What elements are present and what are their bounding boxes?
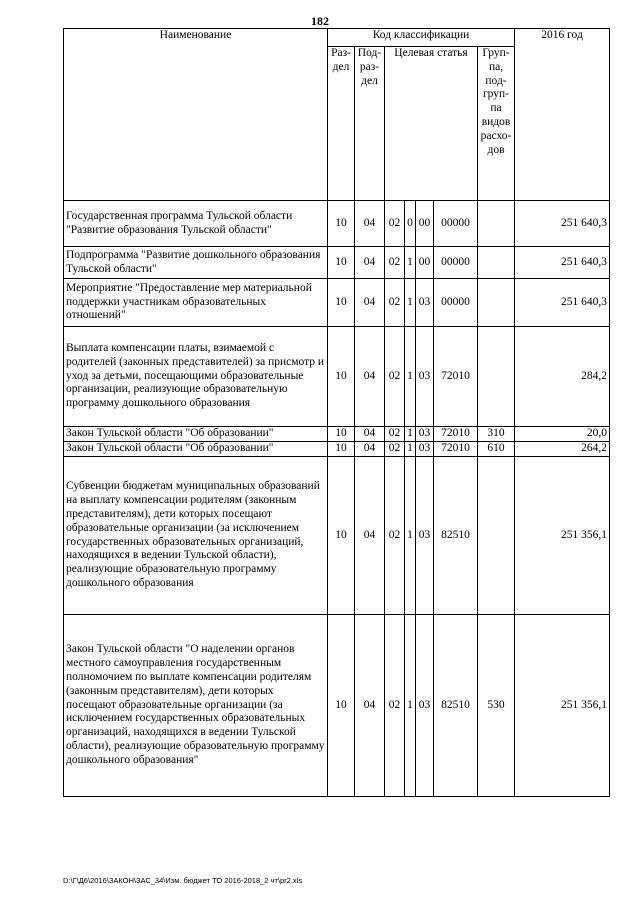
row-target-subprogram: 1 bbox=[405, 247, 416, 279]
row-amount: 251 356,1 bbox=[515, 615, 610, 797]
header-target-item: Целевая статья bbox=[385, 47, 478, 201]
row-target-subprogram: 1 bbox=[405, 427, 416, 442]
row-target-program: 02 bbox=[385, 457, 405, 615]
row-target-subprogram: 1 bbox=[405, 615, 416, 797]
row-expense-group: 310 bbox=[478, 427, 515, 442]
row-expense-group bbox=[478, 327, 515, 427]
row-section: 10 bbox=[328, 457, 355, 615]
header-expense-group-line: видов bbox=[481, 115, 511, 128]
row-amount: 20,0 bbox=[515, 427, 610, 442]
header-expense-group bbox=[478, 47, 515, 201]
table-row bbox=[64, 615, 610, 797]
row-target-subprogram: 1 bbox=[405, 279, 416, 327]
table-row bbox=[64, 201, 610, 247]
row-subsection: 04 bbox=[355, 457, 385, 615]
row-target-direction: 72010 bbox=[434, 427, 478, 442]
row-target-program: 02 bbox=[385, 427, 405, 442]
row-expense-group bbox=[478, 279, 515, 327]
row-target-subprogram: 1 bbox=[405, 457, 416, 615]
row-name: Мероприятие "Предоставление мер материальной поддержки участникам образовательных отношений" bbox=[64, 279, 328, 327]
row-target-direction: 00000 bbox=[434, 247, 478, 279]
row-subsection: 04 bbox=[355, 247, 385, 279]
row-target-direction: 72010 bbox=[434, 442, 478, 457]
row-subsection: 04 bbox=[355, 427, 385, 442]
row-subsection: 04 bbox=[355, 615, 385, 797]
row-target-program: 02 bbox=[385, 201, 405, 247]
row-section: 10 bbox=[328, 442, 355, 457]
page-number: 182 bbox=[311, 14, 329, 28]
row-target-program: 02 bbox=[385, 442, 405, 457]
header-subsection-line: раз- bbox=[359, 60, 380, 73]
row-section: 10 bbox=[328, 279, 355, 327]
row-target-event: 03 bbox=[416, 457, 434, 615]
row-name: Государственная программа Тульской области "Развитие образования Тульской области" bbox=[64, 201, 328, 247]
table-row bbox=[64, 442, 610, 457]
header-year: 2016 год bbox=[515, 29, 610, 201]
row-target-subprogram: 1 bbox=[405, 442, 416, 457]
row-target-direction: 82510 bbox=[434, 457, 478, 615]
row-target-event: 03 bbox=[416, 615, 434, 797]
row-amount: 251 356,1 bbox=[515, 457, 610, 615]
row-section: 10 bbox=[328, 427, 355, 442]
row-section: 10 bbox=[328, 615, 355, 797]
header-section-line: Раз- bbox=[331, 47, 351, 59]
row-amount: 264,2 bbox=[515, 442, 610, 457]
row-expense-group bbox=[478, 201, 515, 247]
table-row bbox=[64, 457, 610, 615]
row-target-event: 00 bbox=[416, 201, 434, 247]
row-expense-group bbox=[478, 457, 515, 615]
row-target-program: 02 bbox=[385, 279, 405, 327]
header-section-line: дел bbox=[332, 60, 350, 73]
table-row bbox=[64, 427, 610, 442]
row-target-event: 03 bbox=[416, 442, 434, 457]
row-expense-group: 610 bbox=[478, 442, 515, 457]
row-section: 10 bbox=[328, 201, 355, 247]
header-expense-group-line: под- bbox=[485, 74, 507, 87]
row-target-program: 02 bbox=[385, 327, 405, 427]
row-target-subprogram: 0 bbox=[405, 201, 416, 247]
row-amount: 251 640,3 bbox=[515, 247, 610, 279]
row-name: Закон Тульской области "Об образовании" bbox=[64, 427, 328, 442]
row-amount: 251 640,3 bbox=[515, 201, 610, 247]
row-section: 10 bbox=[328, 327, 355, 427]
row-target-program: 02 bbox=[385, 615, 405, 797]
row-target-program: 02 bbox=[385, 247, 405, 279]
header-expense-group-line: дов bbox=[487, 143, 505, 156]
row-target-direction: 00000 bbox=[434, 279, 478, 327]
row-target-direction: 72010 bbox=[434, 327, 478, 427]
table-row bbox=[64, 247, 610, 279]
row-name: Закон Тульской области "О наделении органов местного самоуправления государственным полномочием по выплате компенсации родителям (законным представителям), дети которых посещают образовательные организации (за исключением государственных образовательных организаций, находящихся в ведении Тульской области), реализующие образовательную программу дошкольного образования" bbox=[64, 615, 328, 797]
header-name: Наименование bbox=[64, 29, 328, 201]
table-row bbox=[64, 327, 610, 427]
header-subsection bbox=[355, 47, 385, 201]
row-target-direction: 82510 bbox=[434, 615, 478, 797]
header-row-top bbox=[64, 29, 610, 47]
row-expense-group bbox=[478, 247, 515, 279]
row-target-event: 03 bbox=[416, 427, 434, 442]
header-expense-group-line: па, bbox=[488, 60, 504, 73]
header-subsection-line: Под- bbox=[357, 47, 382, 59]
row-subsection: 04 bbox=[355, 279, 385, 327]
row-subsection: 04 bbox=[355, 442, 385, 457]
row-name: Подпрограмма "Развитие дошкольного образования Тульской области" bbox=[64, 247, 328, 279]
row-amount: 251 640,3 bbox=[515, 279, 610, 327]
header-expense-group-line: расхо- bbox=[480, 129, 512, 142]
row-expense-group: 530 bbox=[478, 615, 515, 797]
row-name: Выплата компенсации платы, взимаемой с родителей (законных представителей) за присмотр и уход за детьми, посещающими образовательные организации, реализующие образовательную программу дошкольного образования bbox=[64, 327, 328, 427]
row-subsection: 04 bbox=[355, 327, 385, 427]
row-section: 10 bbox=[328, 247, 355, 279]
row-target-subprogram: 1 bbox=[405, 327, 416, 427]
file-path-footer: D:\Г\Д6\2016\ЗАКОН\ЗАС_34\Изм. бюджет ТО 2016-2018_2 чт\pr2.xls bbox=[63, 876, 303, 885]
row-subsection: 04 bbox=[355, 201, 385, 247]
budget-table bbox=[63, 28, 610, 797]
row-target-event: 00 bbox=[416, 247, 434, 279]
row-target-direction: 00000 bbox=[434, 201, 478, 247]
header-expense-group-line: груп- bbox=[482, 88, 510, 101]
header-section bbox=[328, 47, 355, 201]
row-target-event: 03 bbox=[416, 279, 434, 327]
header-classification-code: Код классификации bbox=[328, 29, 515, 47]
header-expense-group-line: па bbox=[490, 102, 502, 115]
header-subsection-line: дел bbox=[361, 74, 378, 87]
table-row bbox=[64, 279, 610, 327]
row-name: Закон Тульской области "Об образовании" bbox=[64, 442, 328, 457]
row-amount: 284,2 bbox=[515, 327, 610, 427]
header-expense-group-line: Груп- bbox=[482, 47, 510, 59]
row-name: Субвенции бюджетам муниципальных образований на выплату компенсации родителям (законным представителям), дети которых посещают образовательные организации (за исключением государственных образовательных организаций, находящихся в ведении Тульской области), реализующие образовательную программу дошкольного образования bbox=[64, 457, 328, 615]
row-target-event: 03 bbox=[416, 327, 434, 427]
